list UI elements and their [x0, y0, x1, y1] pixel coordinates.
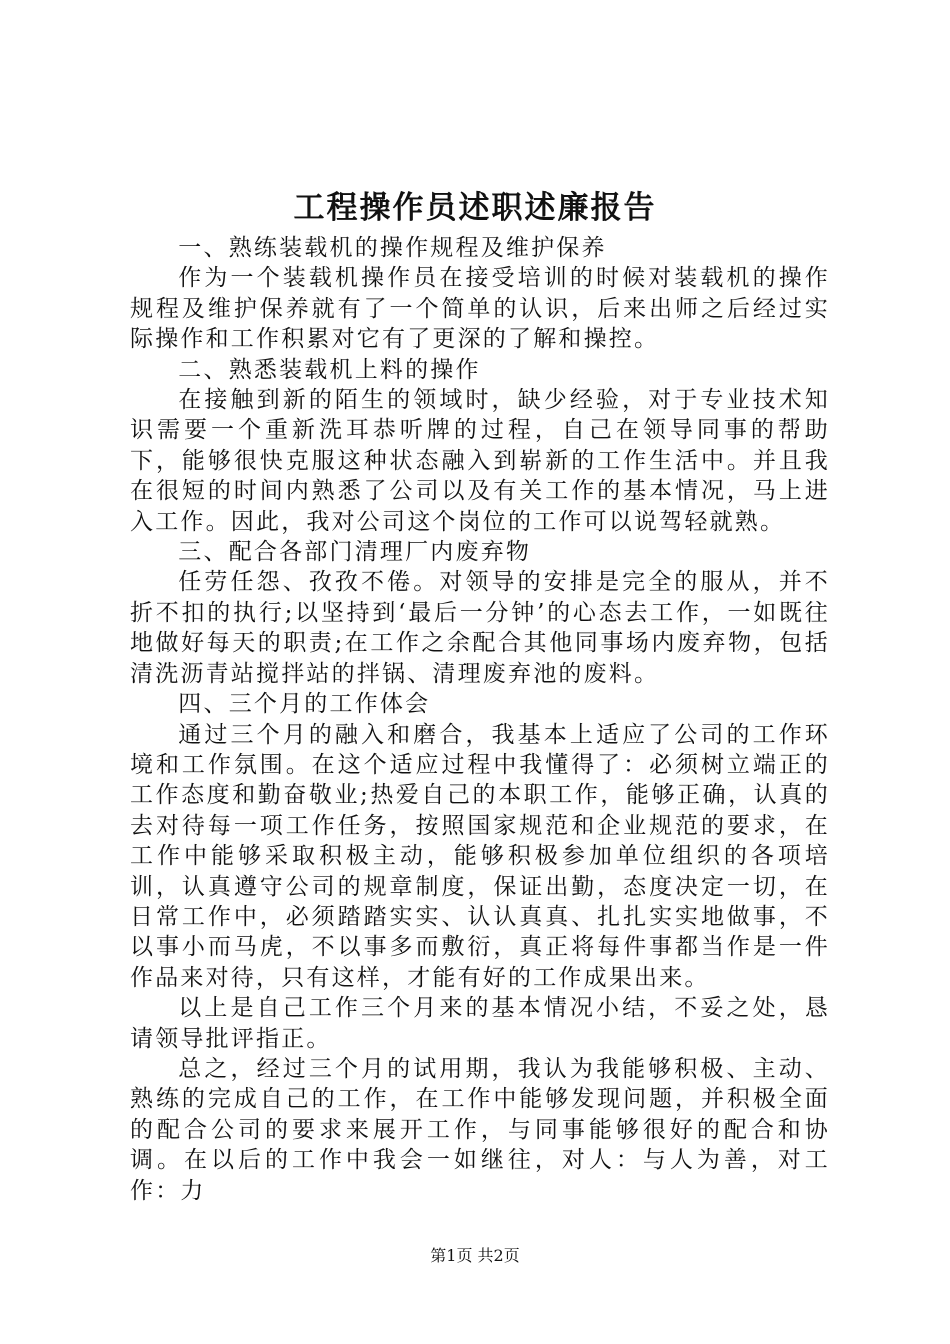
paragraph: 在接触到新的陌生的领域时，缺少经验，对于专业技术知识需要一个重新洗耳恭听牌的过程，自己在领导同事的帮助下，能够很快克服这种状态融入到崭新的工作生活中。并且我在很短的时间内熟悉了公司以及有关工作的基本情况，马上进入工作。因此，我对公司这个岗位的工作可以说驾轻就熟。	[130, 387, 830, 535]
section-heading-4: 四、三个月的工作体会	[178, 691, 431, 718]
section-heading-2: 二、熟悉装载机上料的操作	[178, 356, 481, 383]
page-number-footer: 第1页 共2页	[430, 1246, 520, 1265]
paragraph: 任劳任怨、孜孜不倦。对领导的安排是完全的服从，并不折不扣的执行;以坚持到‘最后一分钟’的心态去工作，一如既往地做好每天的职责;在工作之余配合其他同事场内废弃物，包括清洗沥青站搅拌站的拌锅、清理废弃池的废料。	[130, 569, 830, 687]
section-heading-3: 三、配合各部门清理厂内废弃物	[178, 539, 532, 566]
paragraph: 作为一个装载机操作员在接受培训的时候对装载机的操作规程及维护保养就有了一个简单的认识，后来出师之后经过实际操作和工作积累对它有了更深的了解和操控。	[130, 265, 830, 353]
document-title: 工程操作员述职述廉报告	[293, 190, 657, 226]
paragraph: 通过三个月的融入和磨合，我基本上适应了公司的工作环境和工作氛围。在这个适应过程中我懂得了：必须树立端正的工作态度和勤奋敬业;热爱自己的本职工作，能够正确，认真的去对待每一项工作任务，按照国家规范和企业规范的要求，在工作中能够采取积极主动，能够积极参加单位组织的各项培训，认真遵守公司的规章制度，保证出勤，态度决定一切，在日常工作中，必须踏踏实实、认认真真、扎扎实实地做事，不以事小而马虎，不以事多而敷衍，真正将每件事都当作是一件作品来对待，只有这样，才能有好的工作成果出来。	[130, 721, 830, 991]
document-body	[130, 233, 830, 1206]
paragraph: 总之，经过三个月的试用期，我认为我能够积极、主动、熟练的完成自己的工作，在工作中能够发现问题，并积极全面的配合公司的要求来展开工作，与同事能够很好的配合和协调。在以后的工作中我会一如继往，对人：与人为善，对工作：力	[130, 1055, 830, 1204]
section-heading-1: 一、熟练装载机的操作规程及维护保养	[178, 235, 607, 261]
paragraph: 以上是自己工作三个月来的基本情况小结，不妥之处，恳请领导批评指正。	[130, 995, 830, 1052]
